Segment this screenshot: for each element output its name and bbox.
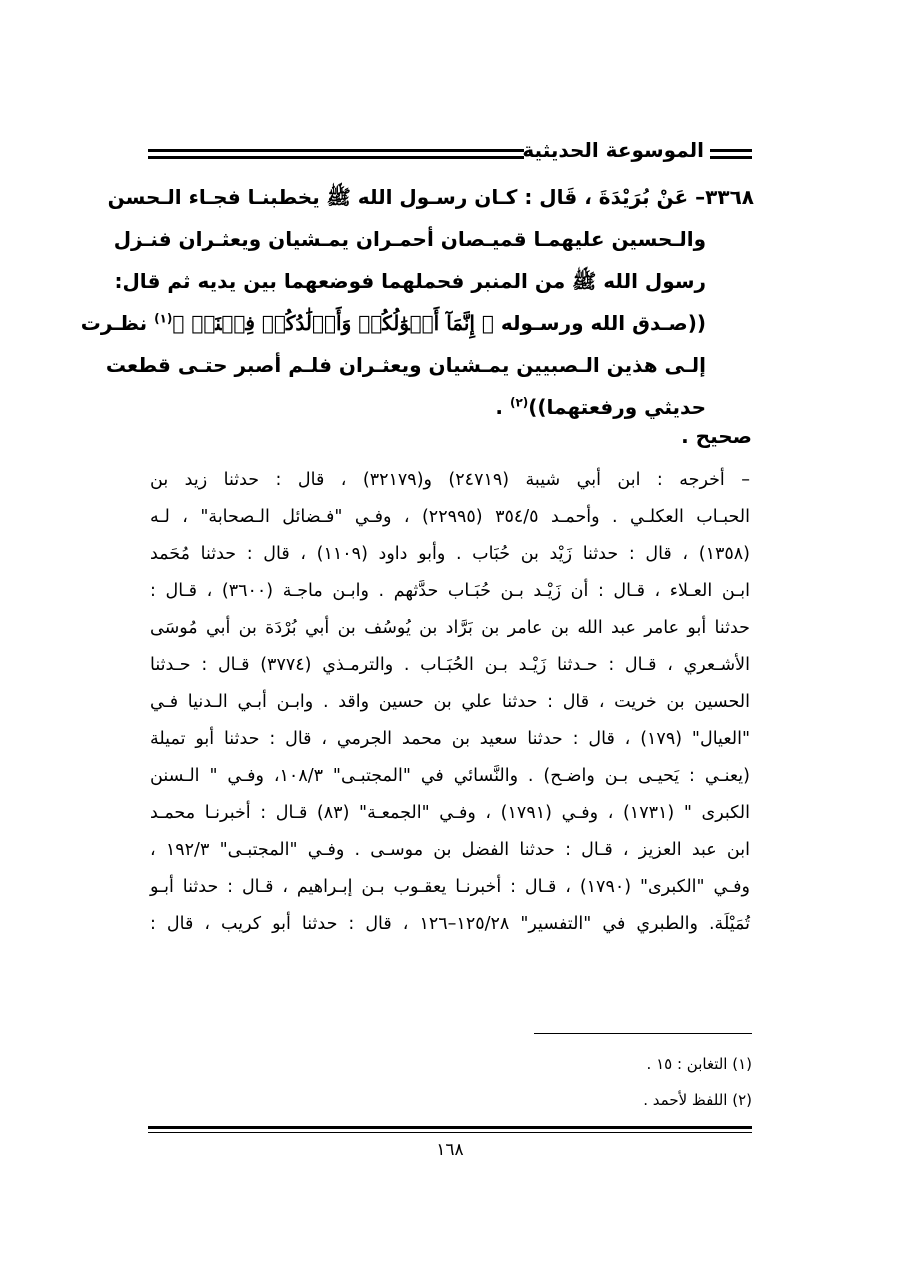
takhrij-line: (يعنـي : يَحيـى بـن واضـح) . والنَّسائي في "المجتبـى" ١٠٨/٣، وفـي " الـسنن	[150, 766, 750, 786]
takhrij-line: – أخرجه : ابن أبي شيبة (٢٤٧١٩) و(٣٢١٧٩) ، قال : حدثنا زيد بن	[150, 470, 750, 490]
takhrij-line: الحبـاب العكلـي . وأحمـد ٣٥٤/٥ (٢٢٩٩٥) ، وفـي "فـضائل الـصحابة" ، لـه	[150, 507, 751, 527]
header-rule-right-top	[710, 149, 752, 152]
header-title: الموسوعة الحديثية	[522, 138, 704, 162]
footnote-separator	[534, 1033, 752, 1034]
hadith-line-2: والـحسين عليهمـا قميـصان أحمـران يمـشيان ويعثـران فنـزل	[113, 227, 706, 251]
running-header	[148, 138, 752, 178]
takhrij-line: تُمَيْلَة. والطبري في "التفسير" ١٢٥/٢٨–١٢٦ ، قال : حدثنا أبو كريب ، قال :	[150, 914, 751, 934]
hadith-end-dot: .	[495, 395, 510, 419]
hadith-line-3: رسول الله ﷺ من المنبر فحملهما فوضعهما بين يديه ثم قال:	[114, 269, 706, 293]
takhrij-line: الكبرى " (١٧٣١) ، وفـي (١٧٩١) ، وفـي "الجمعـة" (٨٣) قـال : أخبرنـا محمـد	[150, 803, 750, 823]
takhrij-line: الأشـعري ، قـال : حـدثنا زَيْـد بـن الحُبَـاب . والترمـذي (٣٧٧٤) قـال : حـدثنا	[150, 655, 750, 675]
footer-rule-thick	[148, 1126, 752, 1129]
footnote-ref-1[interactable]: (١)	[154, 311, 173, 326]
header-rule-left-top	[148, 149, 524, 152]
takhrij-line: وفـي "الكبرى" (١٧٩٠) ، قـال : أخبرنـا يعقـوب بـن إبـراهيم ، قـال : حدثنا أبـو	[150, 877, 750, 897]
takhrij-text	[150, 462, 750, 943]
footnote-ref-2[interactable]: (٢)	[509, 395, 529, 410]
hadith-line-4	[80, 302, 706, 344]
hadith-line-4-tail: نظـرت	[80, 311, 148, 335]
hadith-line-4-start: ((صـدق الله ورسـوله	[500, 311, 706, 335]
header-rule-right-bottom	[710, 156, 752, 159]
quran-verse: ﴿ إِنَّمَآ أَمۡوَٰلُكُمۡ وَأَوۡلَٰدُكُمۡ فِتۡنَةٞ ﴾	[172, 311, 494, 335]
hadith-line-6-text: حديثي ورفعتهما))	[528, 395, 706, 419]
footnote-1: (١) التغابن : ١٥ .	[646, 1055, 752, 1073]
hadith-line-6	[150, 386, 706, 428]
takhrij-line: ابن عبد العزيز ، قـال : حدثنا الفضل بن موسـى . وفـي "المجتبـى" ١٩٢/٣ ،	[150, 840, 750, 860]
footnote-2: (٢) اللفظ لأحمد .	[643, 1091, 752, 1109]
page-number: ١٦٨	[436, 1140, 464, 1160]
takhrij-line: حدثنا أبو عامر عبد الله بن عامر بن بَرَّاد بن يُوسُف بن أبي بُرْدَة بن أبي مُوسَى	[150, 618, 750, 638]
hadith-line-5: إلـى هذين الـصبيين يمـشيان ويعثـران فلـم أصبر حتـى قطعت	[105, 353, 706, 377]
takhrij-line: (١٣٥٨) ، قال : حدثنا زَيْد بن حُبَاب . وأبو داود (١١٠٩) ، قال : حدثنا مُحَمد	[150, 544, 750, 564]
hadith-line-1: ٣٣٦٨– عَنْ بُرَيْدَةَ ، قَال : كـان رسـول الله ﷺ يخطبنـا فجـاء الـحسن	[107, 185, 754, 209]
hadith-text	[80, 176, 754, 428]
footer-rule-thin	[148, 1132, 752, 1133]
takhrij-line: "العيال" (١٧٩) ، قال : حدثنا سعيد بن محمد الجرمي ، قال : حدثنا أبو تميلة	[150, 729, 750, 749]
takhrij-line: الحسين بن خريت ، قال : حدثنا علي بن حسين واقد . وابـن أبـي الـدنيا فـي	[150, 692, 750, 712]
hadith-grade: صحيح .	[681, 424, 752, 448]
takhrij-line: ابـن العـلاء ، قـال : أن زَيْـد بـن حُبَـاب حدَّثهم . وابـن ماجـة (٣٦٠٠) ، قـال :	[150, 581, 750, 601]
header-rule-left-bottom	[148, 156, 524, 159]
